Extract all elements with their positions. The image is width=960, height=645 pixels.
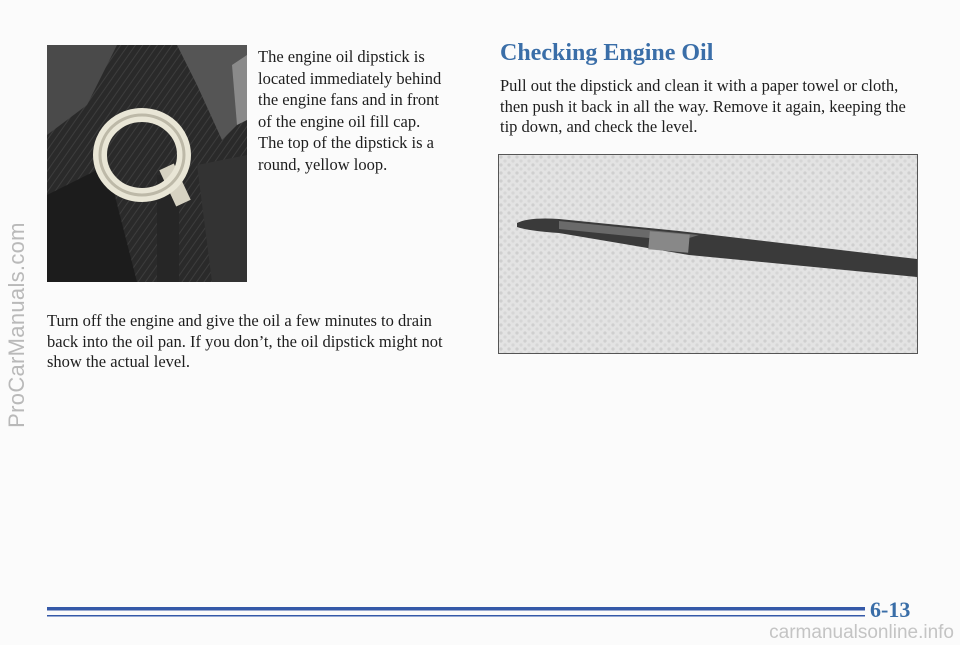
page-number: 6-13 bbox=[870, 597, 911, 622]
watermark-bottom: carmanualsonline.info bbox=[769, 622, 954, 643]
watermark-left bbox=[2, 90, 32, 560]
section-paragraph: Pull out the dipstick and clean it with a paper towel or cloth, then push it back in all the way. Remove it again, keeping the tip down, and check the level. bbox=[500, 76, 906, 136]
watermark-left-text: ProCarManuals.com bbox=[4, 222, 29, 428]
section-heading: Checking Engine Oil bbox=[500, 40, 714, 66]
instruction-paragraph: Turn off the engine and give the oil a few minutes to drain back into the oil pan. If you don’t, the oil dipstick might not show the actual level. bbox=[47, 311, 443, 371]
dipstick-blade-photo bbox=[498, 154, 918, 354]
intro-paragraph: The engine oil dipstick is located immediately behind the engine fans and in front of the engine oil fill cap. The top of the dipstick is a round, yellow loop. bbox=[258, 47, 442, 174]
bottom-rule bbox=[47, 607, 865, 619]
dipstick-loop-photo bbox=[47, 45, 247, 282]
